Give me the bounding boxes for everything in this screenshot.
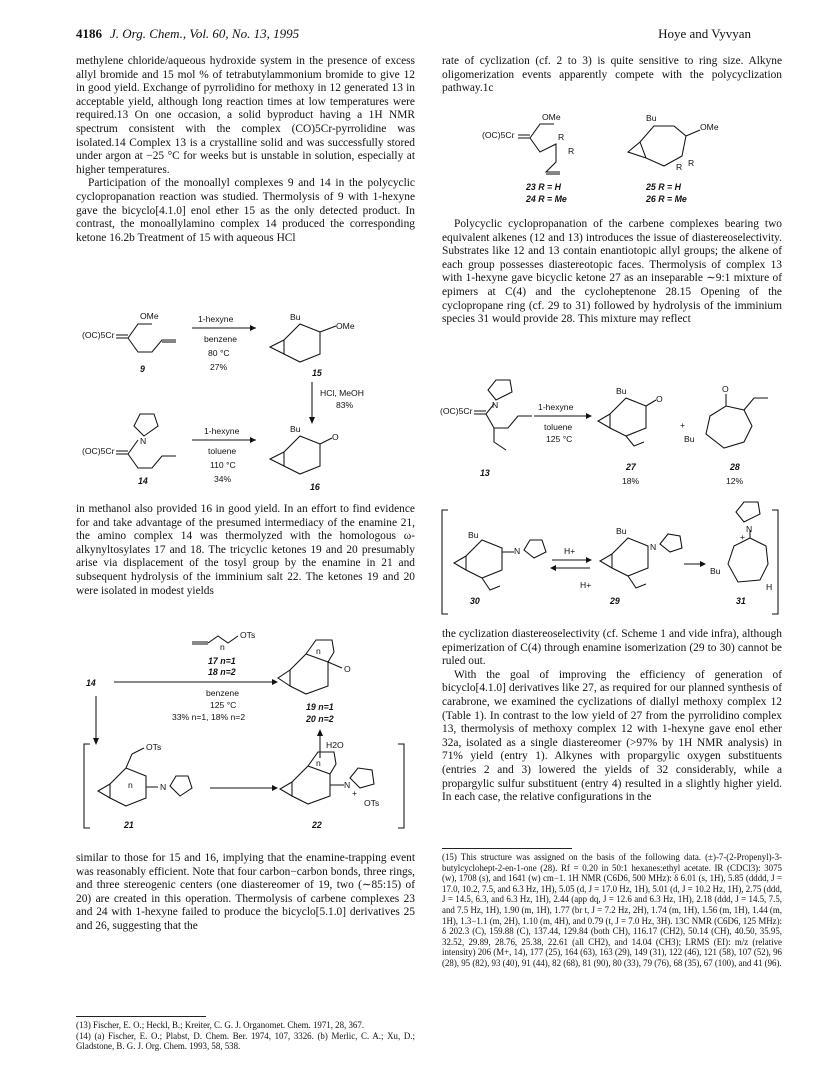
label-15: 15 <box>312 368 322 378</box>
journal-citation: J. Org. Chem., Vol. 60, No. 13, 1995 <box>110 26 300 41</box>
left-footnotes <box>76 1020 415 1052</box>
right-para-1: rate of cyclization (cf. 2 to 3) is quite sensitive to ring size. Alkyne oligomerization events apparently compete with the polycyclization pathway.1c <box>442 55 782 95</box>
yield-9: 27% <box>210 362 228 372</box>
r-23-b: R <box>568 146 575 156</box>
label-20: 20 n=2 <box>306 714 334 724</box>
left-para-3: in methanol also provided 16 in good yield. In an effort to find evidence for and take advantage of the presumed intermediacy of the enamine 21, the amino complex 14 was thermolyzed with the homologous ω-alkynyltosylates 17 and 18. The tricyclic ketones 19 and 20 presumably arise via displacement of the tosyl group by the enamine in 21 and subsequent hydrolysis of the imminium salt 22. The ketones 19 and 20 were isolated in modest yields <box>76 503 415 597</box>
arrow-21-22-head <box>272 785 278 791</box>
nplus-22: N <box>344 780 351 790</box>
pyrrolidine-14 <box>134 414 158 436</box>
label-18: 18 n=2 <box>208 667 236 677</box>
solvent-19: benzene <box>206 688 239 698</box>
arrow-14-21-head <box>93 738 99 745</box>
label-24: 24 R = Me <box>526 194 567 204</box>
right-text-top <box>442 55 782 96</box>
label-22: 22 <box>312 820 322 830</box>
label-23: 23 R = H <box>526 182 561 192</box>
label-29: 29 <box>610 596 620 606</box>
label-19: 19 n=1 <box>306 702 334 712</box>
label-30: 30 <box>470 596 480 606</box>
scheme-23-26 <box>470 110 770 206</box>
n-31: N <box>746 524 753 534</box>
footnote-rule-left <box>76 1016 206 1017</box>
left-para-4: similar to those for 15 and 16, implying that the enamine-trapping event was reasonably efficient. Note that four carbon−carbon bonds, three rings, and three stereogenic centers (one diastereomer of 19, two (∼85:15) of 20) are created in this operation. Thermolysis of carbene complexes 23 and 24 with 1-hexyne failed to produce the bicyclo[5.1.0] derivatives 25 and 26, suggesting that the <box>76 852 415 932</box>
label-28: 28 <box>730 462 740 472</box>
o-28: O <box>722 384 729 394</box>
hplus-b: H+ <box>580 580 592 590</box>
n-14: N <box>140 436 147 446</box>
bu-30: Bu <box>468 530 479 540</box>
r-25-b: R <box>688 158 695 168</box>
label-14b: 14 <box>86 678 96 688</box>
footnote-13: (13) Fischer, E. O.; Heckl, B.; Kreiter, C. G. J. Organomet. Chem. 1971, 28, 367. <box>76 1020 365 1030</box>
cr-label-23: (OC)5Cr <box>482 130 515 140</box>
cr-label-14: (OC)5Cr <box>82 446 115 456</box>
scheme-14-19-22 <box>80 628 415 844</box>
bracket-open-29-31 <box>442 510 448 614</box>
page-number: 4186 <box>76 26 102 41</box>
running-header <box>76 26 751 42</box>
arrow-30-29-head <box>586 557 592 563</box>
scheme-9-15-16 <box>80 306 415 496</box>
complex-13-bonds <box>474 404 532 450</box>
arrow-9-15-head <box>250 325 256 331</box>
h2o: H2O <box>326 740 344 750</box>
hcl-yield: 83% <box>336 400 354 410</box>
right-footnote <box>442 852 782 969</box>
n-29: N <box>650 542 657 552</box>
alkyne-tosylate <box>192 636 238 644</box>
hcl-conditions: HCl, MeOH <box>320 388 364 398</box>
complex-23-bonds <box>518 124 560 172</box>
bu-28: Bu <box>684 434 695 444</box>
cycloheptenone-28 <box>706 394 768 448</box>
arrow-15-16-head <box>309 417 315 424</box>
pyrrolidinium-31 <box>736 502 760 522</box>
label-14: 14 <box>138 476 148 486</box>
yield-27: 18% <box>622 476 640 486</box>
bicycle-27 <box>598 398 656 446</box>
bu-25: Bu <box>646 113 657 123</box>
n-13: N <box>492 400 499 410</box>
bu-27: Bu <box>616 386 627 396</box>
r-25-a: R <box>676 162 683 172</box>
bicycle-29 <box>600 538 648 588</box>
left-para-2: Participation of the monoallyl complexes 9 and 14 in the polycyclic cyclopropanation reaction was studied. Thermolysis of 9 with 1-hexyne gave the bicyclo[4.1.0] enol ether 15 as the only detected product. In contrast, the monoallylamino complex 14 produced the corresponding ketone 16.2b Treatment of 15 with aqueous HCl <box>76 177 415 244</box>
pyrrolidine-21 <box>170 776 192 796</box>
plus-27-28: + <box>680 420 686 430</box>
arrow-22-19-head <box>317 729 323 736</box>
n-30: N <box>514 546 521 556</box>
r-23-a: R <box>558 132 565 142</box>
bicycle-30 <box>454 540 514 590</box>
solvent-9: benzene <box>204 334 237 344</box>
ome-23: OMe <box>542 112 561 122</box>
pyrrolidine-13 <box>488 380 512 400</box>
temp-14: 110 °C <box>210 460 236 470</box>
left-para-1: methylene chloride/aqueous hydroxide system in the presence of excess allyl bromide and 15 mol % of tetrabutylammonium bromide to give 12 in good yield. Exchange of pyrrolidino for methoxy in 12 generated 13 in acceptable yield, although long reaction times at low temperatures were required.13 On one occasion, a solid byproduct having a 1H NMR spectrum consistent with the complex (CO)5Cr-pyrrolidine was isolated.14 Complex 13 is a crystalline solid and was successfully stored under argon at −25 °C for weeks but is unstable in solution, especially at higher temperatures. <box>76 55 415 176</box>
bracket-close-29-31 <box>772 510 778 614</box>
n-reagent: n <box>220 642 225 652</box>
header-left <box>76 26 299 42</box>
scheme-13-27-28 <box>440 384 780 494</box>
n-21: n <box>128 780 133 790</box>
bracket-right-close <box>398 744 404 828</box>
yields-19-20: 33% n=1, 18% n=2 <box>172 712 246 722</box>
arrow-14-16-head <box>250 437 256 443</box>
pyrrolidine-30 <box>524 540 546 558</box>
left-text-bottom <box>76 852 415 934</box>
cycloheptene-31 <box>728 530 768 582</box>
n-22: n <box>316 758 321 768</box>
bicycle-16 <box>270 436 332 474</box>
label-25: 25 R = H <box>646 182 681 192</box>
plus-22: + <box>352 788 358 798</box>
bicycle-15 <box>270 324 336 362</box>
cr-label-13: (OC)5Cr <box>440 406 473 416</box>
label-17: 17 n=1 <box>208 656 236 666</box>
left-text-middle <box>76 503 415 598</box>
scheme-30-29-31 <box>440 504 780 622</box>
cr-label-9: (OC)5Cr <box>82 330 115 340</box>
yield-28: 12% <box>726 476 744 486</box>
reagent-13: 1-hexyne <box>538 402 574 412</box>
right-para-3: the cyclization diastereoselectivity (cf. Scheme 1 and vide infra), although epimerization of C(4) through enamine isomerization (29 to 30) cannot be ruled out. <box>442 628 782 668</box>
reagent-9: 1-hexyne <box>198 314 234 324</box>
tricycle-22 <box>280 752 344 804</box>
right-para-4: With the goal of improving the efficiency of generation of bicyclo[4.1.0] derivatives like 27, as required for our planned synthesis of carabrone, we examined the cyclizations of diallyl methoxy complex 12 (Table 1). In contrast to the low yield of 27 from the pyrrolidino complex 13, thermolysis of methoxy complex 12 with 1-hexyne gave enol ether 32a, isolated as a single diastereomer (>97% by 1H NMR analysis) in 71% yield (entry 1). Alkynes with propargylic oxygen substituents (entries 2 and 3) lowered the yields of 32 considerably, while a propargylic sulfur substituent (entry 4) resulted in a slightly higher yield. In each case, the relative configurations in the <box>442 668 782 804</box>
plus-31: + <box>740 532 746 542</box>
ots-22: OTs <box>364 798 380 808</box>
bu-15: Bu <box>290 312 301 322</box>
footnote-14: (14) (a) Fischer, E. O.; Plabst, D. Chem. Ber. 1974, 107, 3326. (b) Merlic, C. A.; Xu, D.; Gladstone, B. G. J. Org. Chem. 1993, 58, 538. <box>76 1030 415 1052</box>
temp-13: 125 °C <box>546 434 573 444</box>
right-text-lower <box>442 628 782 805</box>
arrow-29-31-head <box>700 561 706 567</box>
label-16: 16 <box>310 482 320 492</box>
label-31: 31 <box>736 596 746 606</box>
bicycle-21 <box>98 748 158 806</box>
right-text-middle <box>442 218 782 327</box>
tricycle-19-20 <box>278 640 342 694</box>
arrow-14-19-head <box>272 679 278 685</box>
label-26: 26 R = Me <box>646 194 687 204</box>
footnote-15: (15) This structure was assigned on the basis of the following data. (±)-7-(2-Propenyl)-3-butylcyclohept-2-en-1-one (28). Rf = 0.20 in 50:1 hexanes:ethyl acetate. IR (CDCl3): 3075 (w), 1708 (s), and 1641 (w) cm−1. 1H NMR (C6D6, 500 MHz): δ 6.01 (s, 1H), 5.85 (dddd, J = 17.0, 10.2, 7.5, and 6.3 Hz, 1H), 5.05 (d, J = 17.0 Hz, 1H), 5.01 (d, J = 10.2 Hz, 1H), 2.75 (ddd, J = 14.5, 6.3, and 6.3 Hz, 1H), 2.44 (app dq, J = 12.6 and 6.3 Hz, 1H), 2.18 (ddd, J = 14.5, 7.5, and 7.5 Hz, 1H), 1.90 (m, 1H), 1.77 (br t, J = 7.2 Hz, 2H), 1.74 (m, 1H), 1.56 (m, 1H), 1.44 (m, 1H), 1.3−1.1 (m, 2H), 1.10 (m, 4H), and 0.79 (t, J = 7.0 Hz, 3H). 13C NMR (C6D6, 125 MHz): δ 202.3 (C), 159.88 (C), 137.44, 129.84 (both CH), 116.17 (CH2), 50.14 (CH), 40.50, 35.95, 32.52, 29.89, 28.76, 25.38, 22.61 (all CH2), and 14.04 (CH3); LRMS (EI): m/z (relative intensity) 206 (M+, 14), 177 (25), 164 (63), 163 (29), 149 (31), 122 (46), 121 (58), 107 (52), 96 (28), 95 (82), 93 (40), 91 (44), 82 (68), 81 (90), 80 (33), 79 (76), 68 (35), 67 (100), and 41 (96). <box>442 852 782 968</box>
pyrrolidine-29 <box>660 534 682 552</box>
temp-19: 125 °C <box>210 700 237 710</box>
pyrrolidinium-22 <box>350 768 374 788</box>
arrow-29-30-head <box>550 565 556 571</box>
bu-31: Bu <box>710 566 721 576</box>
o-27: O <box>656 394 663 404</box>
label-13: 13 <box>480 468 490 478</box>
n-19: n <box>316 646 321 656</box>
nn-21: N <box>160 782 167 792</box>
running-authors: Hoye and Vyvyan <box>658 26 751 41</box>
complex-9-bonds <box>116 324 176 352</box>
solvent-14: toluene <box>208 446 237 456</box>
hplus-a: H+ <box>564 546 576 556</box>
arrow-13-27-head <box>586 413 592 419</box>
h-31: H <box>766 582 773 592</box>
label-9: 9 <box>140 364 145 374</box>
bu-16: Bu <box>290 424 301 434</box>
yield-14: 34% <box>214 474 232 484</box>
label-27: 27 <box>626 462 636 472</box>
ots-reagent: OTs <box>240 630 256 640</box>
left-text-top <box>76 55 415 245</box>
o-16: O <box>332 432 339 442</box>
reagent-14: 1-hexyne <box>204 426 240 436</box>
ome-15: OMe <box>336 321 355 331</box>
temp-9: 80 °C <box>208 348 230 358</box>
ots-21: OTs <box>146 742 162 752</box>
bu-29: Bu <box>616 526 627 536</box>
bracket-left-open <box>84 744 90 828</box>
solvent-13: toluene <box>544 422 573 432</box>
footnote-rule-right <box>442 848 572 849</box>
right-para-2: Polycyclic cyclopropanation of the carbene complexes bearing two equivalent alkenes (12 and 13) introduces the issue of diastereoselectivity. Substrates like 12 and 13 contain enantiotopic allyl groups; the alkene of each group possesses diastereotopic faces. Thermolysis of complex 13 with 1-hexyne gave bicyclic ketone 27 as an inseparable ∼9:1 mixture of epimers at C(4) and the cycloheptenone 28.15 Opening of the cyclopropane ring (cf. 29 to 31) followed by hydrolysis of the imminium species 31 would provide 28. This mixture may reflect <box>442 218 782 326</box>
label-21: 21 <box>124 820 134 830</box>
ome-25: OMe <box>700 122 719 132</box>
o-19: O <box>344 664 351 674</box>
ome-9: OMe <box>140 311 159 321</box>
